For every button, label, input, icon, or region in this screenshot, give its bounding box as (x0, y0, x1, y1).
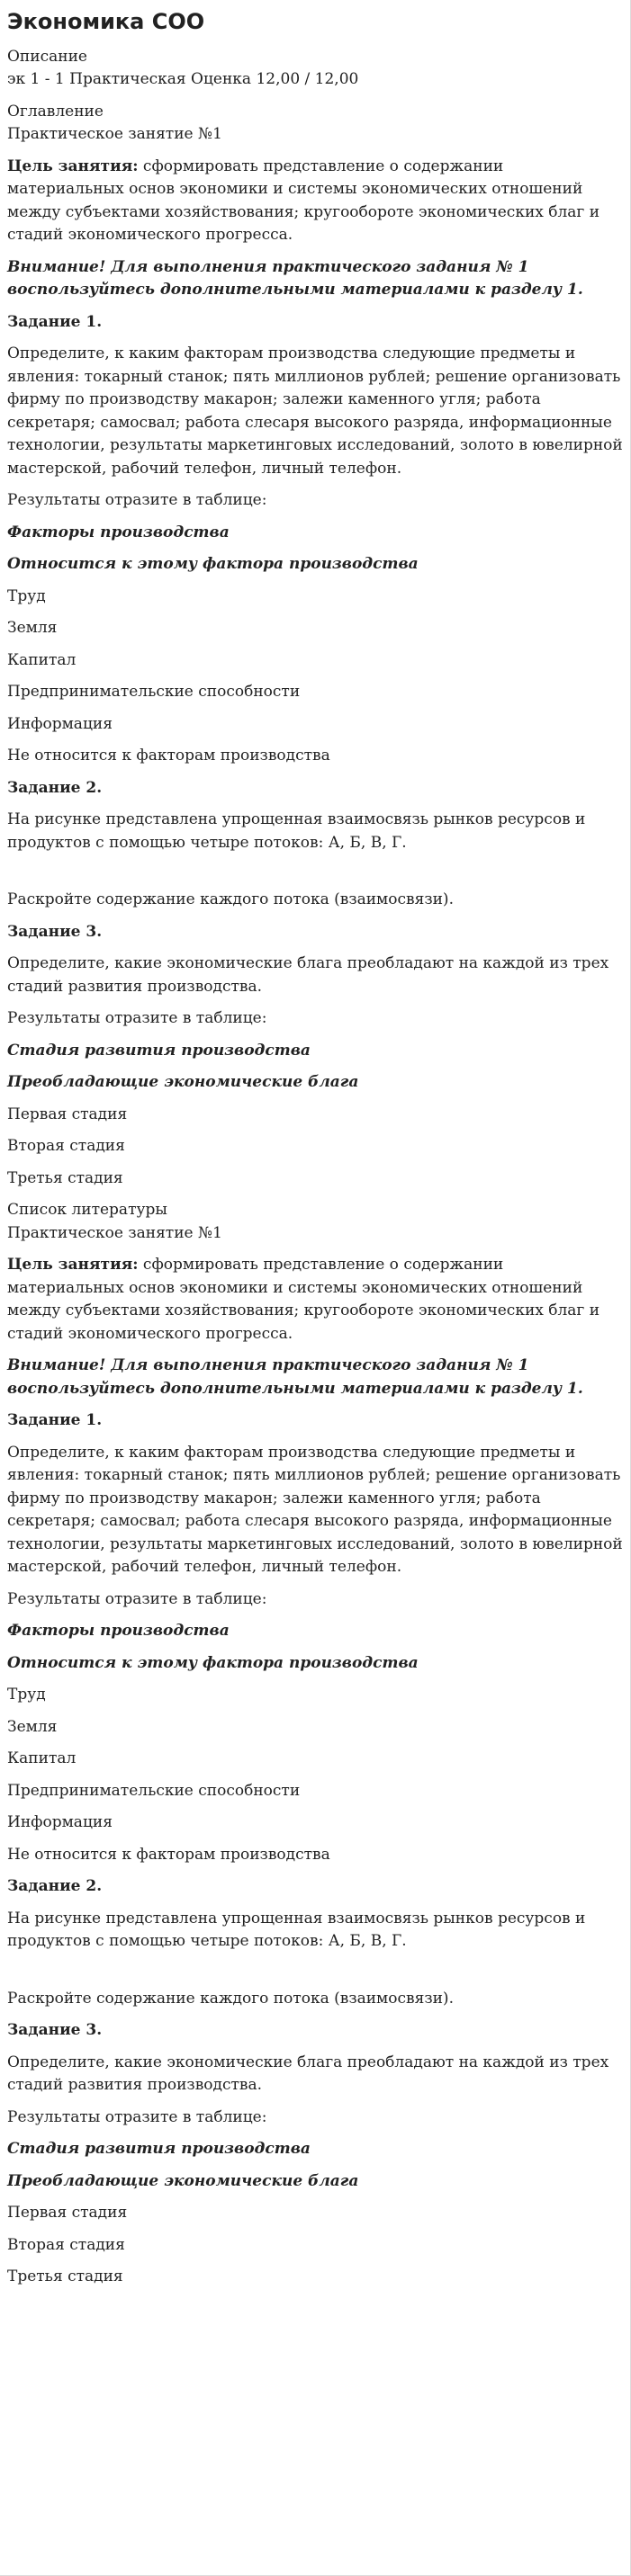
task1-row: Информация (7, 714, 113, 733)
goal-text: сформировать представление о содержании материальных основ экономики и системы экономических отношений между субъектами хозяйствования; кругообороте экономических благ и стадий экономического прогресса. (7, 157, 600, 245)
task3-row: Третья стадия (7, 1168, 123, 1187)
task1-col1: Факторы производства (7, 523, 230, 541)
task1-row: Информация (7, 1813, 113, 1832)
task3-label: Задание 3. (7, 2021, 103, 2040)
task1-table-intro: Результаты отразите в таблице: (7, 1589, 267, 1608)
lesson-section-1 (7, 123, 623, 1190)
lesson-title: Практическое занятие №1 (7, 125, 222, 144)
grade-line: эк 1 - 1 Практическая Оценка 12,00 / 12,00 (7, 70, 359, 89)
task3-col2: Преобладающие экономические блага (7, 2171, 359, 2190)
task3-text: Определите, какие экономические блага преобладают на каждой из трех стадий развития производства. (7, 954, 609, 996)
figure-placeholder (7, 1963, 623, 1988)
task1-row: Земля (7, 1717, 58, 1736)
goal-label: Цель занятия: (7, 1256, 139, 1275)
task2-text: На рисунке представлена упрощенная взаимосвязь рынков ресурсов и продуктов с помощью четыре потоков: А, Б, В, Г. (7, 810, 586, 852)
task3-row: Третья стадия (7, 2267, 123, 2286)
task3-row: Первая стадия (7, 2204, 128, 2223)
task1-col1: Факторы производства (7, 1622, 230, 1641)
goal-label: Цель занятия: (7, 157, 139, 175)
task2-label: Задание 2. (7, 778, 103, 797)
lesson-goal (7, 156, 623, 247)
task3-row: Первая стадия (7, 1105, 128, 1123)
task3-row: Вторая стадия (7, 2235, 125, 2254)
task1-col2: Относится к этому фактора производства (7, 1653, 419, 1672)
toc-label: Оглавление (7, 102, 104, 121)
task1-row: Предпринимательские способности (7, 1781, 301, 1800)
task3-text: Определите, какие экономические блага преобладают на каждой из трех стадий развития производства. (7, 2053, 609, 2095)
task1-label: Задание 1. (7, 1411, 103, 1430)
task1-label: Задание 1. (7, 312, 103, 331)
task2-question: Раскройте содержание каждого потока (взаимосвязи). (7, 890, 454, 909)
task3-row: Вторая стадия (7, 1137, 125, 1156)
lesson-goal (7, 1254, 623, 1346)
task3-col1: Стадия развития производства (7, 2140, 311, 2159)
task3-col1: Стадия развития производства (7, 1041, 311, 1060)
task3-col2: Преобладающие экономические блага (7, 1073, 359, 1092)
task1-row: Капитал (7, 1749, 77, 1768)
goal-text: сформировать представление о содержании материальных основ экономики и системы экономических отношений между субъектами хозяйствования; кругообороте экономических благ и стадий экономического прогресса. (7, 1256, 600, 1343)
lesson-section-2 (7, 1222, 623, 2289)
task1-row: Предпринимательские способности (7, 683, 301, 702)
bibliography-label: Список литературы (7, 1201, 167, 1220)
task2-text: На рисунке представлена упрощенная взаимосвязь рынков ресурсов и продуктов с помощью четыре потоков: А, Б, В, Г. (7, 1909, 586, 1951)
attention-note: Внимание! Для выполнения практического задания № 1 воспользуйтесь дополнительными материалами к разделу 1. (7, 257, 583, 300)
task2-question: Раскройте содержание каждого потока (взаимосвязи). (7, 1989, 454, 2008)
task1-table-intro: Результаты отразите в таблице: (7, 491, 267, 510)
task3-table-intro: Результаты отразите в таблице: (7, 2107, 267, 2126)
task1-row: Капитал (7, 650, 77, 669)
task1-text: Определите, к каким факторам производства следующие предметы и явления: токарный станок; пять миллионов рублей; решение организовать фирму по производству макарон; залежи каменного угля; работа секретаря; самосвал; работа слесаря высокого разряда, информационные технологии, результаты маркетинговых исследований, золото в ювелирной мастерской, рабочий телефон, личный телефон. (7, 344, 623, 478)
task1-row: Не относится к факторам производства (7, 747, 330, 765)
task1-col2: Относится к этому фактора производства (7, 555, 419, 574)
lesson-title: Практическое занятие №1 (7, 1223, 222, 1242)
task1-row: Труд (7, 1686, 46, 1704)
task2-label: Задание 2. (7, 1877, 103, 1896)
figure-placeholder (7, 863, 623, 889)
task3-label: Задание 3. (7, 922, 103, 941)
task1-row: Труд (7, 586, 46, 605)
task1-row: Не относится к факторам производства (7, 1845, 330, 1864)
task1-text: Определите, к каким факторам производства следующие предметы и явления: токарный станок; пять миллионов рублей; решение организовать фирму по производству макарон; залежи каменного угля; работа секретаря; самосвал; работа слесаря высокого разряда, информационные технологии, результаты маркетинговых исследований, золото в ювелирной мастерской, рабочий телефон, личный телефон. (7, 1443, 623, 1577)
task3-table-intro: Результаты отразите в таблице: (7, 1009, 267, 1028)
page-title: Экономика СОО (7, 9, 205, 34)
attention-note: Внимание! Для выполнения практического задания № 1 воспользуйтесь дополнительными материалами к разделу 1. (7, 1356, 583, 1398)
task1-row: Земля (7, 619, 58, 638)
description-label: Описание (7, 47, 87, 66)
